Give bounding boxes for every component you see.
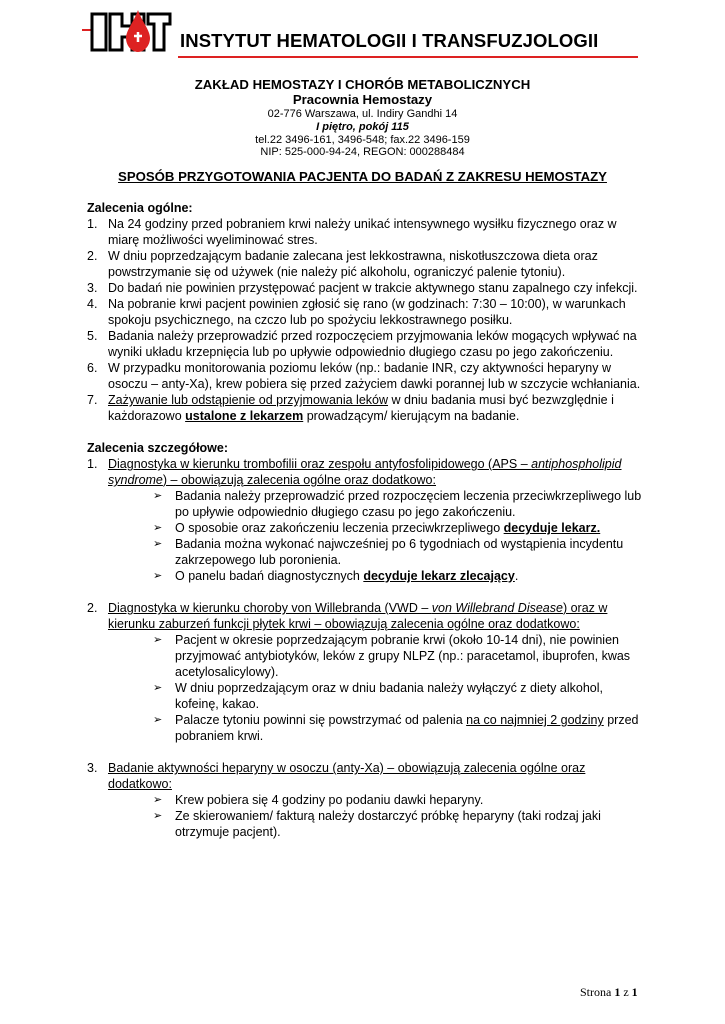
list-item (153, 712, 647, 744)
page-number: Strona 1 z 1 (580, 985, 638, 999)
item-text-emphasis: ustalone z lekarzem (185, 409, 304, 423)
arrow-bullet-icon: ➢ (153, 522, 163, 534)
document-title: SPOSÓB PRZYGOTOWANIA PACJENTA DO BADAŃ Z ZAKRESU HEMOSTAZY (118, 169, 607, 184)
detailed-section-1 (87, 456, 647, 488)
floor-room: I piętro, pokój 115 (316, 121, 409, 133)
item-text-underlined: Zażywanie lub odstąpienie od przyjmowania leków (108, 393, 389, 407)
list-item (87, 248, 647, 280)
arrow-bullet-icon: ➢ (153, 794, 163, 806)
list-item (153, 488, 647, 520)
list-item (153, 632, 647, 680)
list-item (87, 280, 647, 296)
arrow-bullet-icon: ➢ (153, 682, 163, 694)
item-text: W przypadku monitorowania poziomu leków (np.: badanie INR, czy aktywności heparyny w osoczu – anty-Xa), krew pobiera się przed zażyciem dawki porannej lub w szczycie wchłaniania. (108, 361, 641, 391)
item-text: O sposobie oraz zakończeniu leczenia przeciwkrzepliwego (175, 521, 504, 535)
list-item (153, 792, 647, 808)
list-item (153, 536, 647, 568)
item-text: W dniu poprzedzającym badanie zalecana jest lekkostrawna, niskotłuszczowa dieta oraz powstrzymanie się od używek (nie należy pić alkoholu, ograniczyć palenie tytoniu). (108, 249, 598, 279)
item-number: 6. (87, 361, 98, 375)
document-body (87, 200, 647, 840)
detailed-heading: Zalecenia szczegółowe: (87, 441, 229, 455)
list-item (153, 520, 647, 536)
department-name: ZAKŁAD HEMOSTAZY I CHORÓB METABOLICZNYCH (194, 77, 531, 92)
general-list (87, 216, 647, 424)
item-text-emphasis: decyduje lekarz. (503, 521, 601, 535)
detailed-section-2 (87, 600, 647, 632)
header-rule (178, 56, 638, 58)
list-item (87, 360, 647, 392)
arrow-bullet-icon: ➢ (153, 490, 163, 502)
item-text: Badania można wykonać najwcześniej po 6 tygodniach od wystąpienia incydentu zakrzepowego lub poronienia. (175, 537, 624, 567)
item-text: Badania należy przeprowadzić przed rozpoczęciem leczenia przeciwkrzepliwego lub po upływie odpowiednio długiego czasu po jego zakończeniu. (175, 489, 642, 519)
item-text: przed pobraniem krwi. (175, 713, 639, 743)
list-item (87, 296, 647, 328)
tax-ids: NIP: 525-000-94-24, REGON: 000288484 (260, 146, 465, 158)
item-text-underlined: na co najmniej 2 godziny (466, 713, 604, 727)
arrow-bullet-icon: ➢ (153, 714, 163, 726)
section-3-bullets (153, 792, 647, 840)
item-text: O panelu badań diagnostycznych (175, 569, 364, 583)
item-number: 4. (87, 297, 98, 311)
item-text: Do badań nie powinien przystępować pacjent w trakcie aktywnego stanu zapalnego czy infekcji. (108, 281, 638, 295)
list-item (87, 216, 647, 248)
list-item (153, 680, 647, 712)
item-number: 7. (87, 393, 98, 407)
item-text: W dniu poprzedzającym oraz w dniu badania należy wyłączyć z diety alkohol, kofeinę, kakao. (175, 681, 603, 711)
item-text: Na pobranie krwi pacjent powinien zgłosić się rano (w godzinach: 7:30 – 10:00), w warunkach spokoju psychicznego, na czczo lub po spożyciu lekkostrawnego posiłku. (108, 297, 626, 327)
institute-name: INSTYTUT HEMATOLOGII I TRANSFUZJOLOGII (180, 30, 599, 51)
detailed-section-3 (87, 760, 647, 792)
section-title: Diagnostyka w kierunku choroby von Willebranda (VWD – von Willebrand Disease) oraz w kierunku zaburzeń funkcji płytek krwi – obowiązują zalecenia ogólne oraz dodatkowo: (108, 601, 608, 631)
item-text: prowadzącym/ kierującym na badanie. (303, 409, 520, 423)
item-number: 3. (87, 761, 98, 775)
item-text: Pacjent w okresie poprzedzającym pobranie krwi (około 10-14 dni), nie powinien przyjmować antybiotyków, leków z grupy NLPZ (np.: paracetamol, ibuprofen, kwas acetylosalicylowy). (175, 633, 631, 679)
list-item (87, 392, 647, 424)
item-text: Palacze tytoniu powinni się powstrzymać od palenia (175, 713, 467, 727)
item-text: Krew pobiera się 4 godziny po podaniu dawki heparyny. (175, 793, 484, 807)
institute-logo (90, 8, 172, 54)
section-1-bullets (153, 488, 647, 584)
item-text: Na 24 godziny przed pobraniem krwi należy unikać intensywnego wysiłku fizycznego oraz w miarę możliwości wyeliminować stres. (108, 217, 617, 247)
item-number: 3. (87, 281, 98, 295)
arrow-bullet-icon: ➢ (153, 570, 163, 582)
list-item (153, 808, 647, 840)
arrow-bullet-icon: ➢ (153, 538, 163, 550)
item-text-emphasis: decyduje lekarz zlecający (363, 569, 515, 583)
arrow-bullet-icon: ➢ (153, 810, 163, 822)
item-text: . (514, 569, 519, 583)
item-text: Badania należy przeprowadzić przed rozpoczęciem przyjmowania leków mogących wpływać na wyniki układu krzepnięcia lub po upływie odpowiednio długiego czasu po jego zakończeniu. (108, 329, 637, 359)
item-number: 2. (87, 601, 98, 615)
list-item (87, 328, 647, 360)
item-text: Ze skierowaniem/ fakturą należy dostarczyć próbkę heparyny (taki rodzaj jaki otrzymuje pacjent). (175, 809, 601, 839)
phone-fax: tel.22 3496-161, 3496-548; fax.22 3496-159 (255, 134, 470, 146)
general-heading: Zalecenia ogólne: (87, 201, 193, 215)
arrow-bullet-icon: ➢ (153, 634, 163, 646)
section-2-bullets (153, 632, 647, 744)
laboratory-name: Pracownia Hemostazy (292, 92, 433, 107)
section-title: Diagnostyka w kierunku trombofilii oraz zespołu antyfosfolipidowego (APS – antiphospholipid syndrome) – obowiązują zalecenia ogólne oraz dodatkowo: (108, 457, 622, 487)
item-number: 1. (87, 457, 98, 471)
item-number: 2. (87, 249, 98, 263)
address: 02-776 Warszawa, ul. Indiry Gandhi 14 (267, 108, 458, 120)
list-item (153, 568, 647, 584)
item-number: 5. (87, 329, 98, 343)
item-number: 1. (87, 217, 98, 231)
item-text: w dniu badania musi być bezwzględnie i każdorazowo (108, 393, 614, 423)
section-title: Badanie aktywności heparyny w osoczu (anty-Xa) – obowiązują zalecenia ogólne oraz dodatkowo: (108, 761, 586, 791)
